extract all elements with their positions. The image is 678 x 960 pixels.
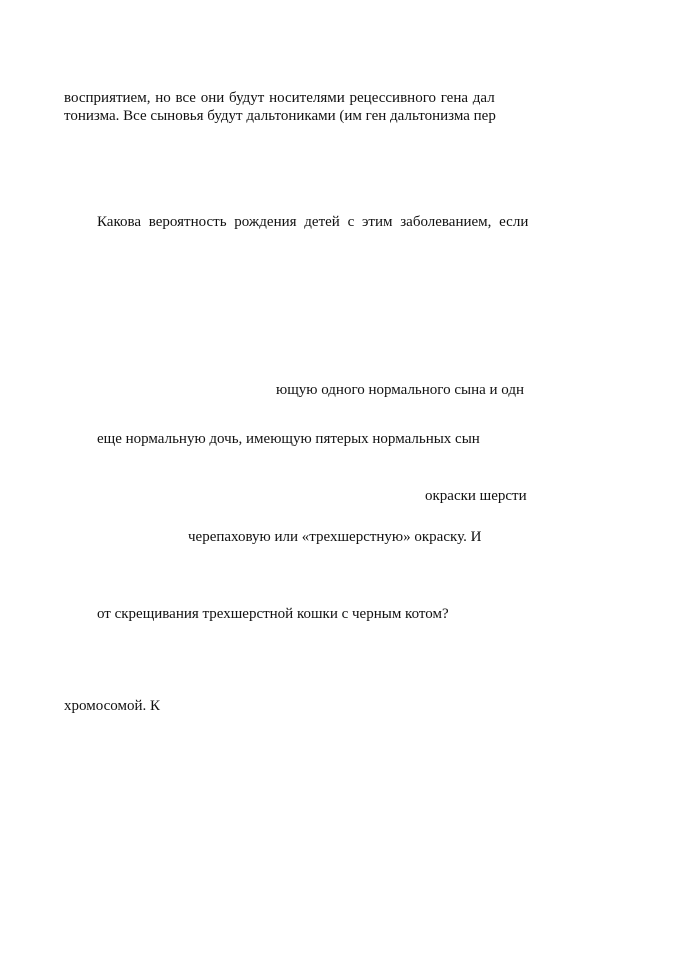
text-line-1: восприятием, но все они будут носителями рецессивного гена дал: [64, 90, 495, 106]
text-line-7: хромосомой. К: [64, 698, 160, 714]
text-line-3: ющую одного нормального сына и одн: [276, 382, 525, 398]
question-line-2: от скрещивания трехшерстной кошки с черным котом?: [97, 606, 449, 622]
text-line-2: тонизма. Все сыновья будут дальтониками (им ген дальтонизма пер: [64, 108, 496, 124]
text-line-4: еще нормальную дочь, имеющую пятерых нормальных сын: [97, 431, 480, 447]
text-line-5: окраски шерсти: [425, 488, 527, 504]
question-line: Какова вероятность рождения детей с этим заболеванием, если: [97, 214, 529, 230]
text-line-6: черепаховую или «трехшерстную» окраску. И: [188, 529, 482, 545]
